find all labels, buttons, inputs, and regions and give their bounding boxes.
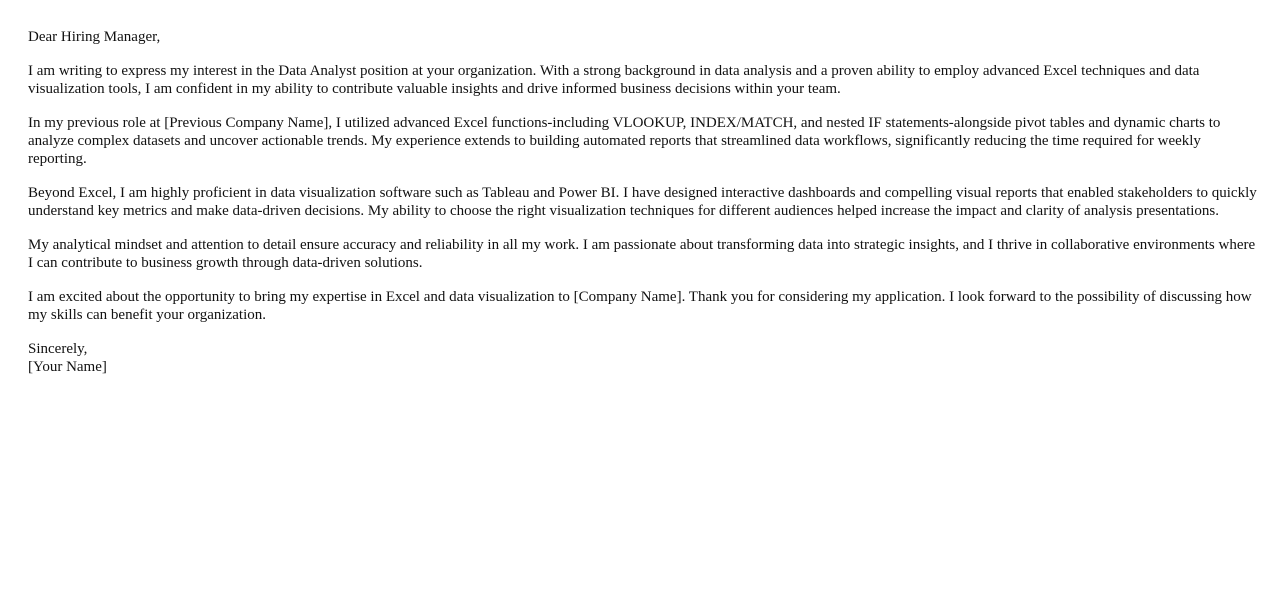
paragraph-previous-role: In my previous role at [Previous Company Name], I utilized advanced Excel functions-including VLOOKUP, INDEX/MATCH, and nested IF statements-alongside pivot tables and dynamic charts to analyze complex datasets and uncover actionable trends. My experience extends to building automated reports that streamlined data workflows, significantly reducing the time required for weekly reporting. [28, 115, 1221, 167]
sign-off [28, 340, 1258, 376]
signature-name: [Your Name] [28, 359, 107, 375]
salutation: Dear Hiring Manager, [28, 29, 161, 45]
paragraph-closing-remarks: I am excited about the opportunity to bring my expertise in Excel and data visualization to [Company Name]. Thank you for considering my application. I look forward to the possibility of discussing how my skills can benefit your organization. [28, 289, 1252, 323]
paragraph-visualization-skills: Beyond Excel, I am highly proficient in data visualization software such as Tableau and Power BI. I have designed interactive dashboards and compelling visual reports that enabled stakeholders to quickly understand key metrics and make data-driven decisions. My ability to choose the right visualization techniques for different audiences helped increase the impact and clarity of analysis presentations. [28, 185, 1257, 219]
paragraph-interest: I am writing to express my interest in the Data Analyst position at your organization. With a strong background in data analysis and a proven ability to employ advanced Excel techniques and data visualization tools, I am confident in my ability to contribute valuable insights and drive informed business decisions within your team. [28, 63, 1200, 97]
paragraph-analytical-mindset: My analytical mindset and attention to detail ensure accuracy and reliability in all my work. I am passionate about transforming data into strategic insights, and I thrive in collaborative environments where I can contribute to business growth through data-driven solutions. [28, 237, 1256, 271]
cover-letter [28, 28, 1258, 376]
closing-text: Sincerely, [28, 341, 88, 357]
